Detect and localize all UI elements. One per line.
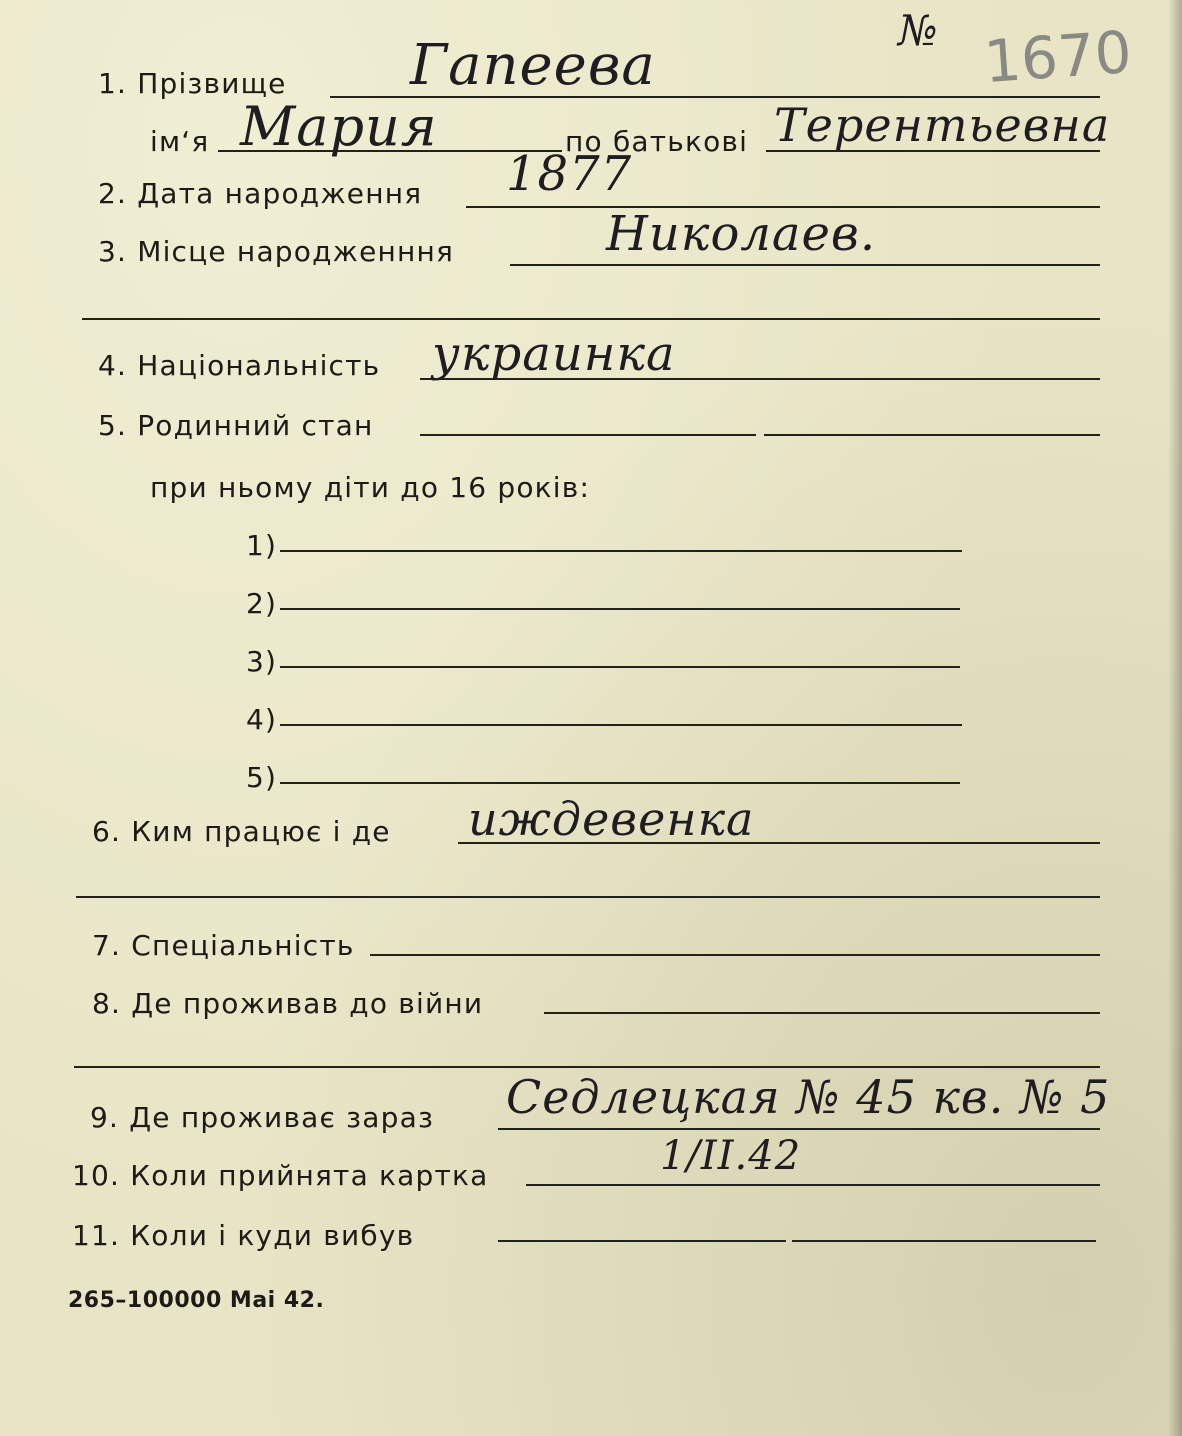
field-departed-label: 11. Коли і куди вибув — [72, 1219, 415, 1252]
child-1-label: 1) — [246, 529, 278, 562]
field-prewar-residence-line-2 — [74, 1066, 1100, 1068]
child-2-label: 2) — [246, 587, 278, 620]
first-name-value: Мария — [240, 95, 438, 158]
nationality-value: украинка — [432, 326, 676, 382]
field-birth-place-line-2 — [82, 318, 1100, 320]
field-departed-line-b — [792, 1240, 1096, 1242]
field-occupation-line-2 — [76, 896, 1100, 898]
field-patronymic-label: по батькові — [565, 125, 749, 158]
field-occupation-label: 6. Ким працює і де — [92, 815, 391, 848]
field-birth-place-line — [510, 264, 1100, 266]
field-prewar-residence-label: 8. Де проживав до війни — [92, 987, 484, 1020]
field-marital-status-label: 5. Родинний стан — [98, 409, 374, 442]
field-current-residence-line — [498, 1128, 1100, 1130]
field-marital-status-line-a — [420, 434, 756, 436]
field-surname-label: 1. Прізвище — [98, 67, 287, 100]
field-departed-line-a — [498, 1240, 786, 1242]
child-5-line — [280, 782, 960, 784]
field-birth-date-label: 2. Дата народження — [98, 177, 423, 210]
child-3-line — [280, 666, 960, 668]
field-marital-status-line-b — [764, 434, 1100, 436]
field-nationality-label: 4. Національність — [98, 349, 381, 382]
child-4-label: 4) — [246, 703, 278, 736]
card-number: 1670 — [981, 17, 1134, 97]
child-3-label: 3) — [246, 645, 278, 678]
birth-place-value: Николаев. — [606, 206, 877, 262]
current-residence-value: Седлецкая № 45 кв. № 5 — [506, 1070, 1111, 1124]
child-2-line — [280, 608, 960, 610]
print-imprint: 265–100000 Mai 42. — [68, 1288, 325, 1313]
patronymic-value: Терентьевна — [774, 98, 1111, 152]
children-label: при ньому діти до 16 років: — [150, 471, 591, 504]
child-1-line — [280, 550, 962, 552]
child-5-label: 5) — [246, 761, 278, 794]
field-birth-place-label: 3. Місце народженння — [98, 235, 455, 268]
birth-date-value: 1877 — [506, 146, 633, 202]
card-number-prefix: № — [898, 6, 939, 55]
child-4-line — [280, 724, 962, 726]
field-card-accepted-label: 10. Коли прийнята картка — [72, 1159, 489, 1192]
field-card-accepted-line — [526, 1184, 1100, 1186]
surname-value: Гапеева — [410, 33, 656, 98]
occupation-value: иждевенка — [468, 792, 755, 846]
field-current-residence-label: 9. Де проживає зараз — [90, 1101, 435, 1134]
field-first-name-label: ім‘я — [150, 125, 210, 158]
card-accepted-value: 1/ІІ.42 — [660, 1133, 802, 1179]
field-prewar-residence-line — [544, 1012, 1100, 1014]
field-specialty-line — [370, 954, 1100, 956]
field-specialty-label: 7. Спеціальність — [92, 929, 355, 962]
